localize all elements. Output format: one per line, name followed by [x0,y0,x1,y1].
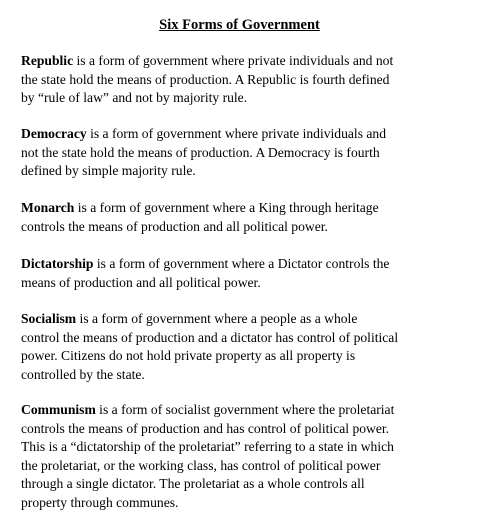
definition-line: through a single dictator. The proletariat as a whole controls all [21,476,365,492]
definition-text: is a form of government where private individuals and [86,126,387,141]
definition-term: Democracy [21,126,87,141]
definition-line: controls the means of production and has control of political power. [21,420,390,436]
definition-term: Dictatorship [21,256,94,271]
definition-term: Republic [21,53,74,68]
definition-term: Socialism [21,311,77,326]
definition-republic [21,52,473,108]
definition-line: means of production and all political power. [21,274,261,290]
definition-line: This is a “dictatorship of the proletariat” referring to a state in which [21,439,394,455]
definition-line: defined by simple majority rule. [21,163,196,179]
definition-dictatorship [21,255,473,292]
definition-line: power. Citizens do not hold private property as all property is [21,348,356,364]
definition-line [21,199,473,218]
definition-line: controls the means of production and all political power. [21,218,328,234]
definition-line: the proletariat, or the working class, has control of political power [21,457,381,473]
definition-socialism [21,310,473,384]
definition-line [21,125,473,144]
definition-line: by “rule of law” and not by majority rule. [21,90,248,106]
definition-text: is a form of government where a Dictator controls the [93,256,390,271]
definition-term: Communism [21,402,96,417]
definition-line: control the means of production and a dictator has control of political [21,329,399,345]
definition-line [21,310,473,329]
definition-line [21,52,473,71]
definition-line [21,255,473,274]
definition-text: is a form of government where a King through heritage [74,200,379,215]
definition-term: Monarch [21,200,75,215]
definition-text: is a form of socialist government where the proletariat [95,402,395,417]
document-title: Six Forms of Government [159,17,320,33]
definition-line: property through communes. [21,494,179,510]
definition-communism [21,401,473,513]
definition-text: is a form of government where private individuals and not [73,53,394,68]
definition-line [21,401,473,420]
definition-text: is a form of government where a people as a whole [76,311,358,326]
definition-democracy [21,125,473,181]
definition-line: not the state hold the means of production. A Democracy is fourth [21,144,380,160]
definition-line: the state hold the means of production. A Republic is fourth defined [21,71,390,87]
definition-monarch [21,199,473,236]
definition-line: controlled by the state. [21,366,145,382]
